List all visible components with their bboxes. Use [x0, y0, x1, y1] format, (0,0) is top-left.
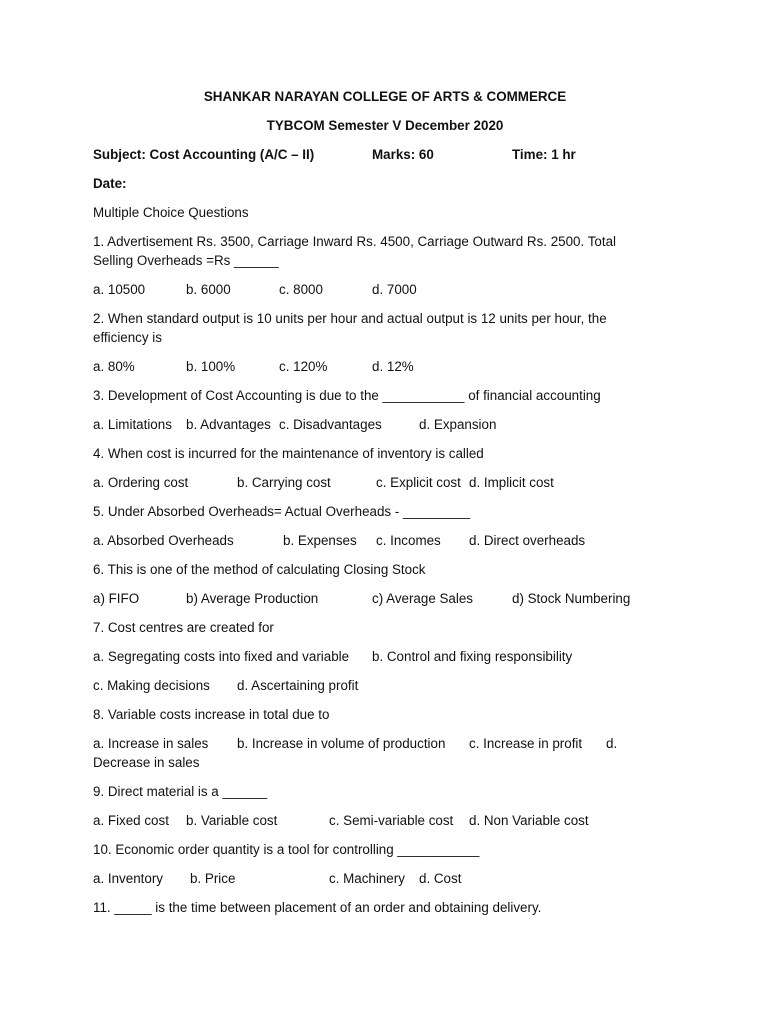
option-5a: a. Absorbed Overheads [93, 533, 234, 548]
option-4b: b. Carrying cost [237, 475, 331, 490]
option-7a: a. Segregating costs into fixed and variable [93, 649, 350, 664]
option-8c: c. Increase in profit [469, 736, 583, 751]
option-9a: a. Fixed cost [93, 813, 169, 828]
date-label: Date: [93, 176, 127, 191]
option-10b: b. Price [190, 871, 236, 886]
option-7d: d. Ascertaining profit [237, 678, 359, 693]
option-3a: a. Limitations [93, 417, 172, 432]
option-5c: c. Incomes [376, 533, 441, 548]
time-label: Time: 1 hr [512, 147, 576, 162]
option-7b: b. Control and fixing responsibility [372, 649, 573, 664]
option-9d: d. Non Variable cost [469, 813, 589, 828]
option-8b: b. Increase in volume of production [237, 736, 446, 751]
question-8: 8. Variable costs increase in total due to [93, 707, 330, 722]
question-10: 10. Economic order quantity is a tool for controlling ___________ [93, 842, 480, 857]
question-5: 5. Under Absorbed Overheads= Actual Overheads - _________ [93, 504, 471, 519]
option-6a: a) FIFO [93, 591, 140, 606]
option-6d: d) Stock Numbering [512, 591, 631, 606]
option-2a: a. 80% [93, 359, 135, 374]
option-3d: d. Expansion [419, 417, 497, 432]
option-4c: c. Explicit cost [376, 475, 461, 490]
option-10c: c. Machinery [329, 871, 405, 886]
question-2-line-1: 2. When standard output is 10 units per hour and actual output is 12 units per hour, the [93, 311, 607, 326]
option-10d: d. Cost [419, 871, 462, 886]
section-title: Multiple Choice Questions [93, 205, 249, 220]
option-2c: c. 120% [279, 359, 328, 374]
option-9c: c. Semi-variable cost [329, 813, 454, 828]
option-8d-marker: d. [606, 736, 618, 751]
option-8d-text: Decrease in sales [93, 755, 200, 770]
option-1c: c. 8000 [279, 282, 323, 297]
question-4: 4. When cost is incurred for the maintenance of inventory is called [93, 446, 484, 461]
question-7: 7. Cost centres are created for [93, 620, 274, 635]
option-5b: b. Expenses [283, 533, 357, 548]
question-2-line-2: efficiency is [93, 330, 162, 345]
option-5d: d. Direct overheads [469, 533, 586, 548]
question-9: 9. Direct material is a ______ [93, 784, 268, 799]
option-10a: a. Inventory [93, 871, 163, 886]
option-3b: b. Advantages [186, 417, 271, 432]
option-4a: a. Ordering cost [93, 475, 189, 490]
marks-label: Marks: 60 [372, 147, 434, 162]
option-8a: a. Increase in sales [93, 736, 209, 751]
option-1a: a. 10500 [93, 282, 146, 297]
question-11: 11. _____ is the time between placement of an order and obtaining delivery. [93, 900, 542, 915]
option-7c: c. Making decisions [93, 678, 210, 693]
option-1d: d. 7000 [372, 282, 417, 297]
option-9b: b. Variable cost [186, 813, 278, 828]
option-3c: c. Disadvantages [279, 417, 382, 432]
exam-title: TYBCOM Semester V December 2020 [266, 118, 504, 133]
option-1b: b. 6000 [186, 282, 231, 297]
option-4d: d. Implicit cost [469, 475, 554, 490]
question-6: 6. This is one of the method of calculating Closing Stock [93, 562, 426, 577]
option-6b: b) Average Production [186, 591, 319, 606]
option-6c: c) Average Sales [372, 591, 473, 606]
question-1-line-1: 1. Advertisement Rs. 3500, Carriage Inward Rs. 4500, Carriage Outward Rs. 2500. Total [93, 234, 616, 249]
question-1-line-2: Selling Overheads =Rs ______ [93, 253, 279, 268]
college-name: SHANKAR NARAYAN COLLEGE OF ARTS & COMMERCE [203, 89, 567, 104]
subject-label: Subject: Cost Accounting (A/C – II) [93, 147, 315, 162]
option-2d: d. 12% [372, 359, 414, 374]
question-3: 3. Development of Cost Accounting is due to the ___________ of financial accounting [93, 388, 601, 403]
option-2b: b. 100% [186, 359, 236, 374]
